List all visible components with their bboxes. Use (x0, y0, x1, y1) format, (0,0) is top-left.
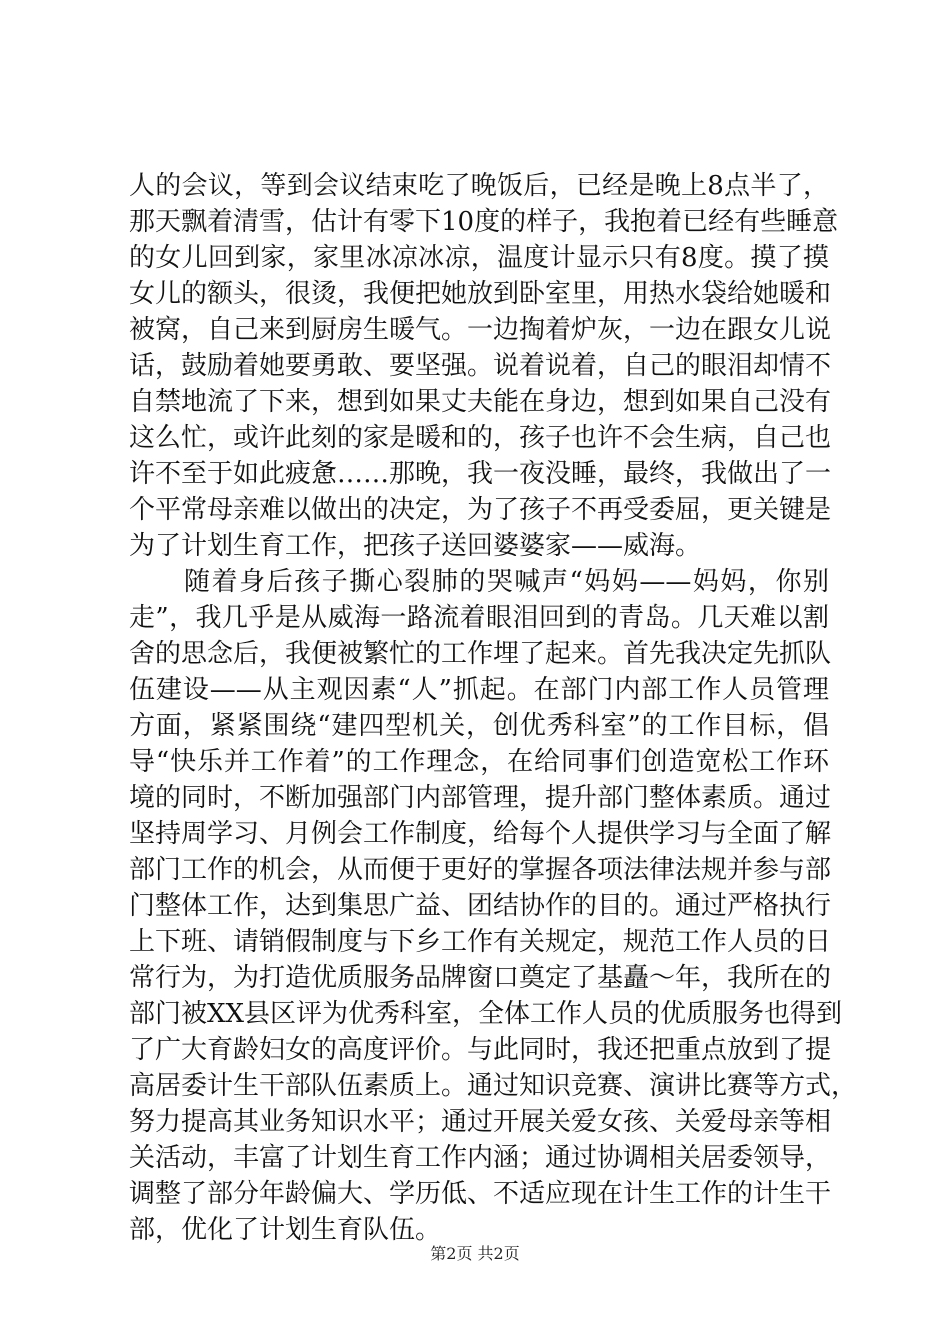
text-line: 随着身后孩子撕心裂肺的哭喊声“妈妈——妈妈，你别 (129, 567, 829, 597)
text-line: 上下班、请销假制度与下乡工作有关规定，规范工作人员的日 (129, 927, 832, 957)
text-line: 女儿的额头，很烫，我便把她放到卧室里，用热水袋给她暖和 (129, 279, 832, 309)
body-text (129, 168, 858, 1248)
text-line: 舍的思念后，我便被繁忙的工作埋了起来。首先我决定先抓队 (129, 639, 832, 669)
text-line: 高居委计生干部队伍素质上。通过知识竞赛、演讲比赛等方式， (129, 1071, 858, 1101)
text-line: 部门被XX县区评为优秀科室，全体工作人员的优质服务也得到 (129, 999, 843, 1029)
text-line: 为了计划生育工作，把孩子送回婆婆家——威海。 (129, 531, 702, 561)
text-line: 导“快乐并工作着”的工作理念，在给同事们创造宽松工作环 (129, 747, 829, 777)
text-line: 的女儿回到家，家里冰凉冰凉，温度计显示只有8度。摸了摸 (129, 243, 829, 273)
text-line: 努力提高其业务知识水平；通过开展关爱女孩、关爱母亲等相 (129, 1107, 832, 1137)
text-line: 部门工作的机会，从而便于更好的掌握各项法律法规并参与部 (129, 855, 832, 885)
text-line: 调整了部分年龄偏大、学历低、不适应现在计生工作的计生干 (129, 1179, 832, 1209)
text-line: 人的会议，等到会议结束吃了晚饭后，已经是晚上8点半了， (129, 171, 829, 201)
text-line: 走”，我几乎是从威海一路流着眼泪回到的青岛。几天难以割 (129, 603, 829, 633)
text-line: 部，优化了计划生育队伍。 (129, 1215, 442, 1245)
text-line: 那天飘着清雪，估计有零下10度的样子，我抱着已经有些睡意 (129, 207, 839, 237)
text-line: 常行为，为打造优质服务品牌窗口奠定了基矗～年，我所在的 (129, 963, 832, 993)
text-line: 门整体工作，达到集思广益、团结协作的目的。通过严格执行 (129, 891, 832, 921)
text-line: 了广大育龄妇女的高度评价。与此同时，我还把重点放到了提 (129, 1035, 832, 1065)
text-line: 自禁地流了下来，想到如果丈夫能在身边，想到如果自己没有 (129, 387, 832, 417)
text-line: 被窝，自己来到厨房生暖气。一边掏着炉灰，一边在跟女儿说 (129, 315, 832, 345)
page-footer: 第2页 共2页 (430, 1244, 520, 1263)
text-line: 坚持周学习、月例会工作制度，给每个人提供学习与全面了解 (129, 819, 832, 849)
text-line: 方面，紧紧围绕“建四型机关，创优秀科室”的工作目标，倡 (129, 711, 829, 741)
text-line: 关活动，丰富了计划生育工作内涵；通过协调相关居委领导， (129, 1143, 832, 1173)
text-line: 许不至于如此疲惫……那晚，我一夜没睡，最终，我做出了一 (129, 459, 832, 489)
text-line: 话，鼓励着她要勇敢、要坚强。说着说着，自己的眼泪却情不 (129, 351, 832, 381)
text-line: 伍建设——从主观因素“人”抓起。在部门内部工作人员管理 (129, 675, 829, 705)
text-line: 境的同时，不断加强部门内部管理，提升部门整体素质。通过 (129, 783, 832, 813)
text-line: 个平常母亲难以做出的决定，为了孩子不再受委屈，更关键是 (129, 495, 832, 525)
text-line: 这么忙，或许此刻的家是暖和的，孩子也许不会生病，自己也 (129, 423, 832, 453)
